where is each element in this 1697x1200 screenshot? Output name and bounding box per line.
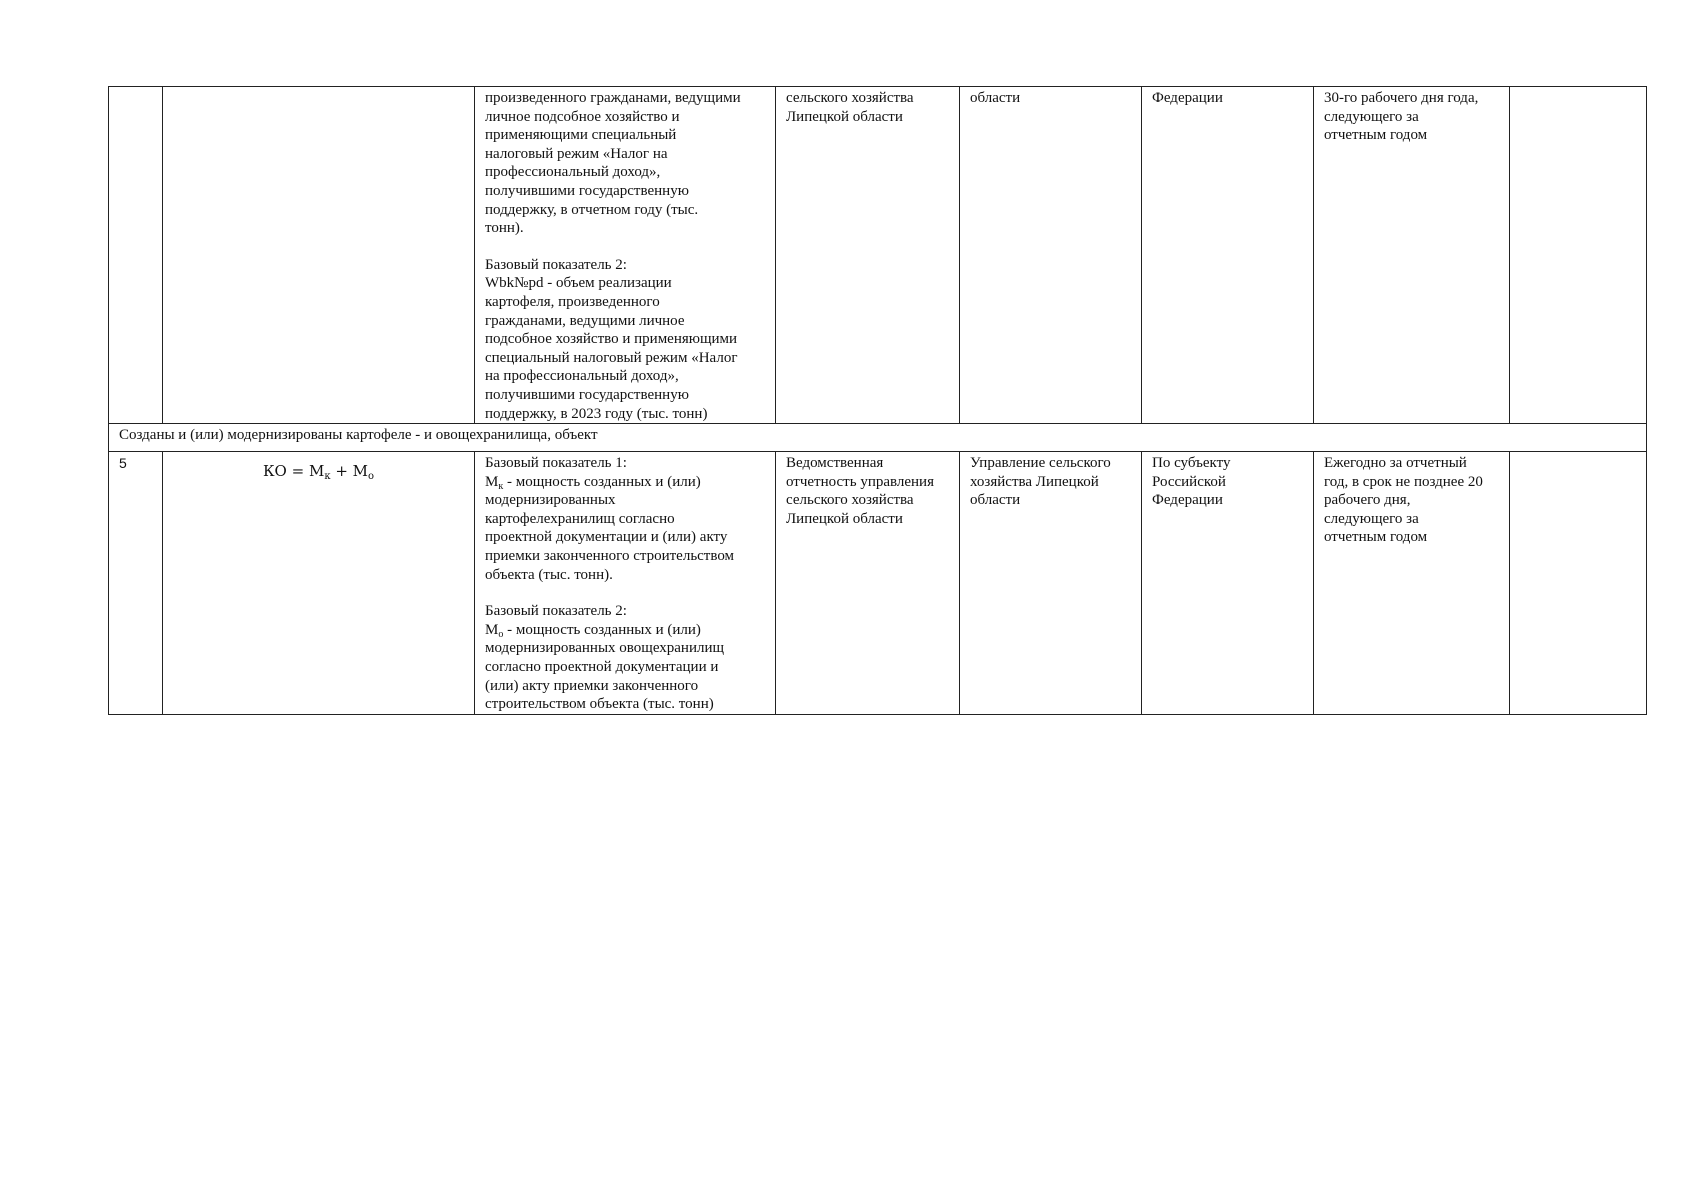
indicators-table <box>108 86 1647 715</box>
indicator-1-title: Базовый показатель 1: <box>485 455 627 472</box>
cell-deadline: Ежегодно за отчетный год, в срок не позднее 20 рабочего дня, следующего за отчетным годом <box>1314 452 1510 715</box>
cell-responsible: Управление сельского хозяйства Липецкой области <box>960 452 1142 715</box>
indicator-1-text: $М_к$ - мощность созданных и (или) модернизированных картофелехранилищ согласно проектной документации и (или) акту приемки законченного строительством объекта (тыс. тонн). <box>485 473 735 583</box>
description-part2: Базовый показатель 2: Wbk№pd - объем реализации картофеля, произведенного гражданами, ведущими личное подсобное хозяйство и применяющими специальный налоговый режим «Налог на профессиональный доход», получившими государственную поддержку, в 2023 году (тыс. тонн) <box>485 256 738 422</box>
cell-source: Ведомственная отчетность управления сельского хозяйства Липецкой области <box>776 452 960 715</box>
section-row <box>109 424 1647 452</box>
indicator-2-title: Базовый показатель 2: <box>485 603 627 620</box>
cell-formula <box>163 87 475 424</box>
table-row-continued <box>109 87 1647 424</box>
section-title: Созданы и (или) модернизированы картофеле - и овощехранилища, объект <box>109 424 1647 452</box>
cell-empty <box>1510 452 1647 715</box>
cell-empty <box>1510 87 1647 424</box>
formula: КО = $М_к + М_о$ <box>262 462 375 483</box>
indicator-2-text: $М_о$ - мощность созданных и (или) модернизированных овощехранилищ согласно проектной документации и (или) акту приемки законченного строительством объекта (тыс. тонн) <box>485 621 725 713</box>
cell-number <box>109 87 163 424</box>
cell-description <box>475 87 776 424</box>
cell-formula <box>163 452 475 715</box>
description-part1: произведенного гражданами, ведущими личное подсобное хозяйство и применяющими специальный налоговый режим «Налог на профессиональный доход», получившими государственную поддержку, в отчетном году (тыс. тонн). <box>485 90 741 237</box>
cell-source: сельского хозяйства Липецкой области <box>776 87 960 424</box>
cell-deadline: 30-го рабочего дня года, следующего за отчетным годом <box>1314 87 1510 424</box>
table-row-5 <box>109 452 1647 715</box>
cell-responsible: области <box>960 87 1142 424</box>
cell-level: Федерации <box>1142 87 1314 424</box>
row-number: 5 <box>109 452 163 715</box>
cell-description <box>475 452 776 715</box>
cell-level: По субъекту Российской Федерации <box>1142 452 1314 715</box>
